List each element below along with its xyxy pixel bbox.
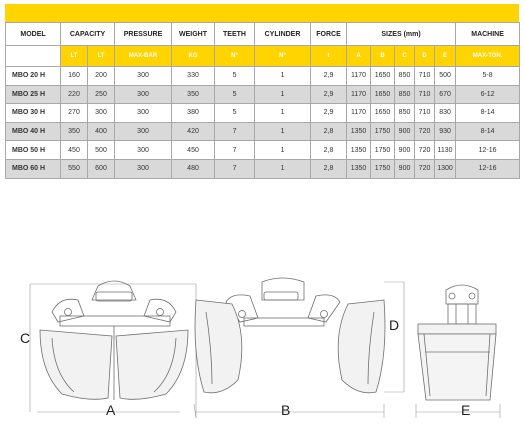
cell-force: 2,8 <box>311 122 347 141</box>
cell-capacity-2: 500 <box>88 141 115 160</box>
cell-size-c: 900 <box>395 159 415 178</box>
cell-size-a: 1350 <box>347 141 371 160</box>
cell-cylinder: 1 <box>255 67 311 86</box>
cell-size-c: 900 <box>395 141 415 160</box>
unit-pressure: MAX-BAR <box>115 46 172 67</box>
cell-weight: 350 <box>172 85 215 104</box>
cell-machine: 8-14 <box>456 122 520 141</box>
bucket-closed-side-view <box>30 281 196 418</box>
cell-size-b: 1650 <box>371 104 395 123</box>
cell-size-e: 670 <box>435 85 456 104</box>
unit-teeth: N° <box>215 46 255 67</box>
cell-weight: 480 <box>172 159 215 178</box>
unit-size-d: D <box>415 46 435 67</box>
cell-size-a: 1170 <box>347 67 371 86</box>
header-model: MODEL <box>6 23 61 46</box>
unit-weight: KG <box>172 46 215 67</box>
bucket-front-view <box>416 285 500 418</box>
unit-machine: MAX-TON. <box>456 46 520 67</box>
dimension-label-a: A <box>106 402 116 418</box>
cell-size-a: 1170 <box>347 104 371 123</box>
cell-teeth: 5 <box>215 104 255 123</box>
cell-capacity-1: 220 <box>61 85 88 104</box>
unit-capacity-2: LT <box>88 46 115 67</box>
cell-size-d: 720 <box>415 141 435 160</box>
unit-size-c: C <box>395 46 415 67</box>
unit-size-a: A <box>347 46 371 67</box>
cell-teeth: 7 <box>215 159 255 178</box>
dimension-label-c: C <box>20 330 31 346</box>
header-force: FORCE <box>311 23 347 46</box>
dimension-label-d: D <box>389 317 400 333</box>
cell-size-e: 930 <box>435 122 456 141</box>
cell-force: 2,9 <box>311 67 347 86</box>
unit-force: t <box>311 46 347 67</box>
cell-model: MBO 30 H <box>6 104 61 123</box>
cell-weight: 420 <box>172 122 215 141</box>
cell-cylinder: 1 <box>255 104 311 123</box>
cell-model: MBO 40 H <box>6 122 61 141</box>
cell-machine: 8-14 <box>456 104 520 123</box>
cell-capacity-1: 550 <box>61 159 88 178</box>
header-sizes: SIZES (mm) <box>347 23 456 46</box>
cell-size-b: 1750 <box>371 159 395 178</box>
cell-cylinder: 1 <box>255 141 311 160</box>
cell-size-a: 1170 <box>347 85 371 104</box>
cell-cylinder: 1 <box>255 122 311 141</box>
cell-size-d: 710 <box>415 85 435 104</box>
cell-capacity-2: 250 <box>88 85 115 104</box>
unit-size-b: B <box>371 46 395 67</box>
cell-force: 2,9 <box>311 85 347 104</box>
cell-size-e: 830 <box>435 104 456 123</box>
cell-teeth: 5 <box>215 67 255 86</box>
cell-size-e: 500 <box>435 67 456 86</box>
cell-teeth: 5 <box>215 85 255 104</box>
cell-capacity-2: 300 <box>88 104 115 123</box>
cell-size-a: 1350 <box>347 122 371 141</box>
cell-size-a: 1350 <box>347 159 371 178</box>
cell-cylinder: 1 <box>255 85 311 104</box>
cell-machine: 6-12 <box>456 85 520 104</box>
cell-size-d: 720 <box>415 122 435 141</box>
cell-weight: 380 <box>172 104 215 123</box>
cell-pressure: 300 <box>115 85 172 104</box>
cell-pressure: 300 <box>115 104 172 123</box>
cell-pressure: 300 <box>115 122 172 141</box>
cell-capacity-1: 350 <box>61 122 88 141</box>
cell-size-c: 850 <box>395 67 415 86</box>
cell-pressure: 300 <box>115 141 172 160</box>
header-capacity: CAPACITY <box>61 23 115 46</box>
cell-teeth: 7 <box>215 141 255 160</box>
cell-model: MBO 50 H <box>6 141 61 160</box>
cell-capacity-1: 270 <box>61 104 88 123</box>
header-weight: WEIGHT <box>172 23 215 46</box>
cell-size-d: 710 <box>415 67 435 86</box>
cell-force: 2,9 <box>311 104 347 123</box>
header-teeth: TEETH <box>215 23 255 46</box>
cell-size-e: 1130 <box>435 141 456 160</box>
cell-size-b: 1750 <box>371 141 395 160</box>
header-machine: MACHINE <box>456 23 520 46</box>
unit-size-e: E <box>435 46 456 67</box>
cell-force: 2,8 <box>311 159 347 178</box>
cell-machine: 12-16 <box>456 159 520 178</box>
header-pressure: PRESSURE <box>115 23 172 46</box>
cell-weight: 450 <box>172 141 215 160</box>
cell-size-c: 850 <box>395 85 415 104</box>
header-cylinder: CYLINDER <box>255 23 311 46</box>
cell-machine: 5-8 <box>456 67 520 86</box>
cell-size-d: 720 <box>415 159 435 178</box>
unit-cylinder: N° <box>255 46 311 67</box>
cell-size-e: 1300 <box>435 159 456 178</box>
cell-pressure: 300 <box>115 159 172 178</box>
dimension-label-e: E <box>461 402 471 418</box>
cell-force: 2,8 <box>311 141 347 160</box>
cell-size-b: 1650 <box>371 85 395 104</box>
cell-size-c: 850 <box>395 104 415 123</box>
cell-model: MBO 25 H <box>6 85 61 104</box>
cell-capacity-2: 400 <box>88 122 115 141</box>
bucket-open-side-view <box>194 278 404 418</box>
cell-machine: 12-16 <box>456 141 520 160</box>
cell-pressure: 300 <box>115 67 172 86</box>
cell-cylinder: 1 <box>255 159 311 178</box>
unit-capacity-1: LT <box>61 46 88 67</box>
dimension-label-b: B <box>281 402 291 418</box>
cell-teeth: 7 <box>215 122 255 141</box>
cell-size-b: 1650 <box>371 67 395 86</box>
cell-size-d: 710 <box>415 104 435 123</box>
cell-capacity-1: 450 <box>61 141 88 160</box>
cell-capacity-2: 200 <box>88 67 115 86</box>
cell-size-b: 1750 <box>371 122 395 141</box>
cell-size-c: 900 <box>395 122 415 141</box>
cell-model: MBO 60 H <box>6 159 61 178</box>
cell-weight: 330 <box>172 67 215 86</box>
cell-capacity-2: 600 <box>88 159 115 178</box>
cell-capacity-1: 160 <box>61 67 88 86</box>
cell-model: MBO 20 H <box>6 67 61 86</box>
